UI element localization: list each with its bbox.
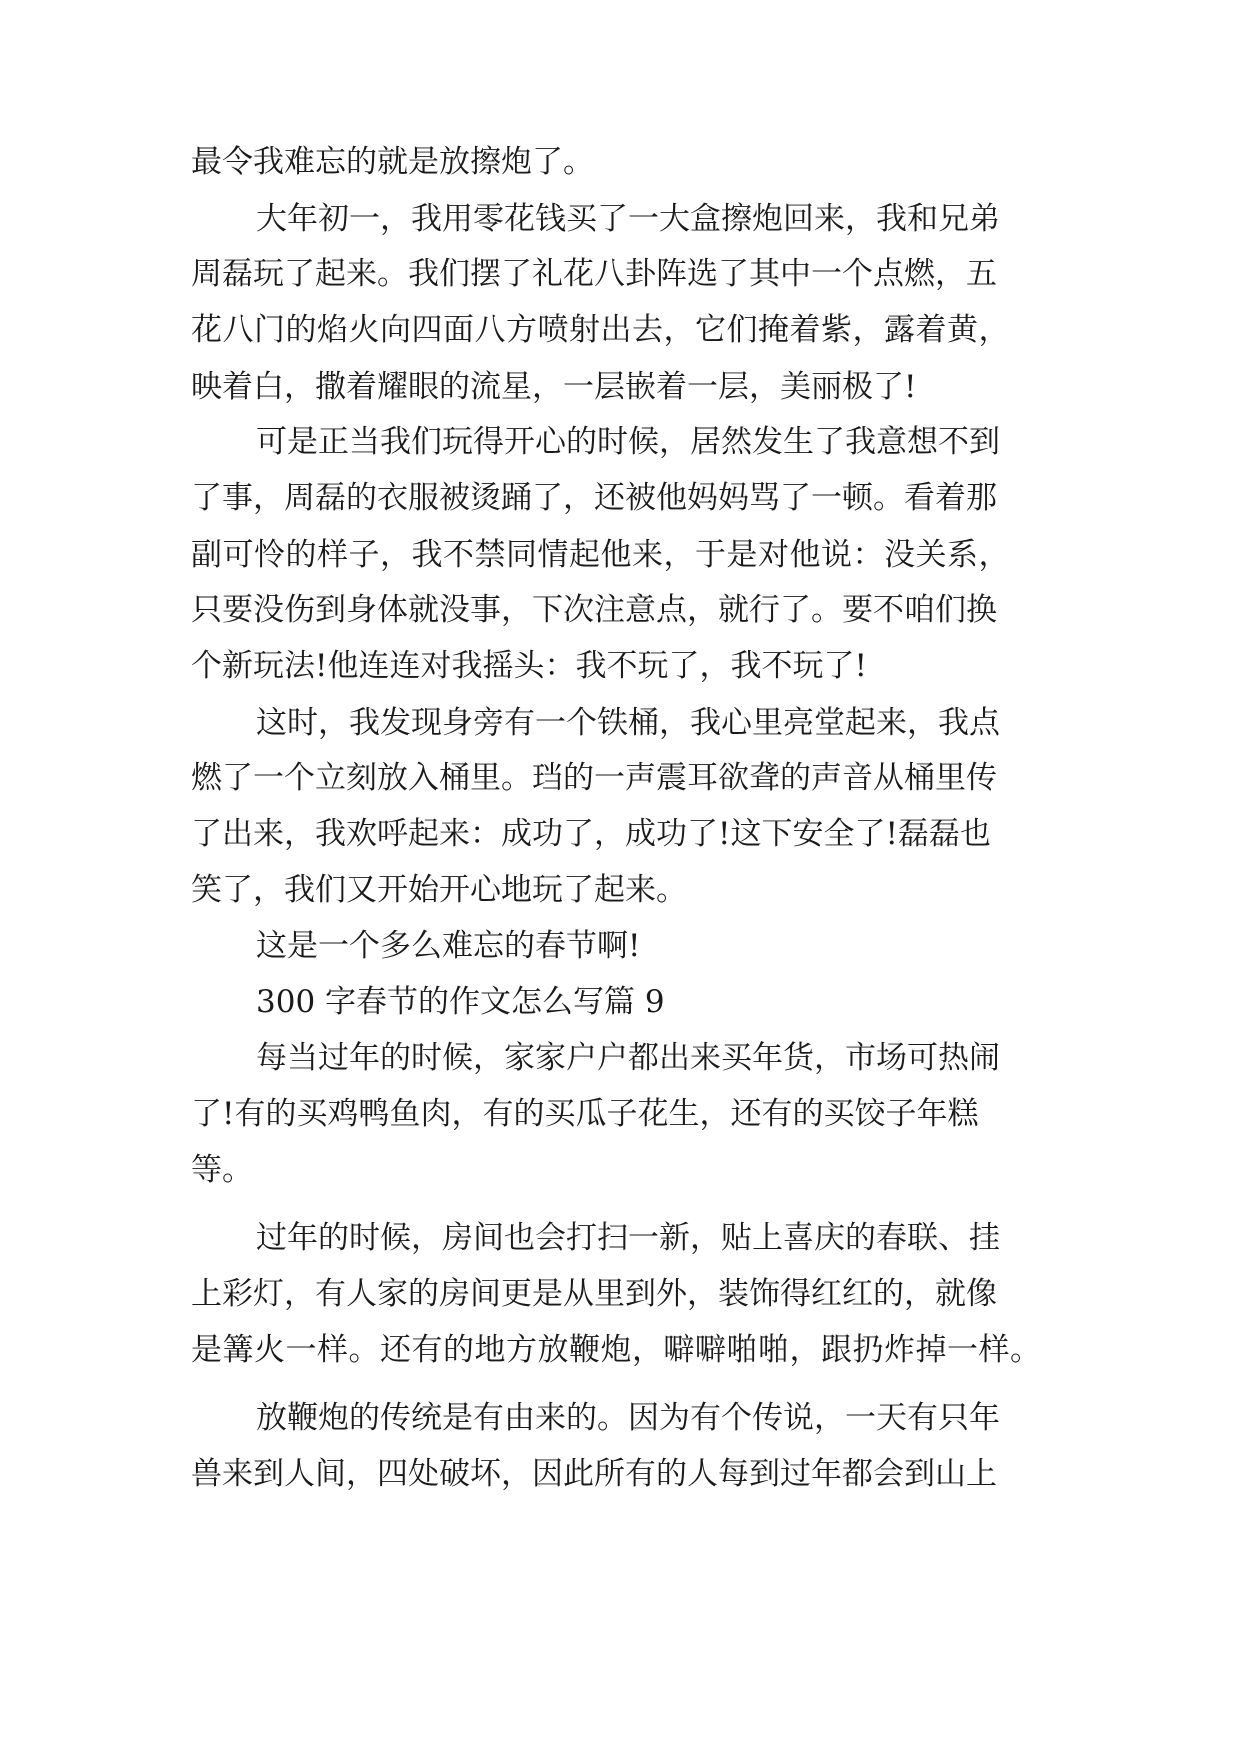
text-line: 这时，我发现身旁有一个铁桶，我心里亮堂起来，我点: [256, 705, 1000, 741]
text-line: 了事，周磊的衣服被烫踊了，还被他妈妈骂了一顿。看着那: [191, 480, 997, 516]
section-heading: 300 字春节的作文怎么写篇 9: [256, 984, 665, 1020]
text-line: 每当过年的时候，家家户户都出来买年货，市场可热闹: [256, 1040, 1000, 1076]
text-line: 兽来到人间，四处破坏，因此所有的人每到过年都会到山上: [191, 1456, 997, 1492]
text-line: 个新玩法!他连连对我摇头：我不玩了，我不玩了!: [191, 648, 867, 684]
text-line: 等。: [191, 1152, 253, 1188]
text-line: 可是正当我们玩得开心的时候，居然发生了我意想不到: [256, 424, 1000, 460]
text-line: 大年初一，我用零花钱买了一大盒擦炮回来，我和兄弟: [256, 201, 1000, 237]
text-line: 映着白，撒着耀眼的流星，一层嵌着一层，美丽极了!: [191, 369, 917, 405]
text-line: 花八门的焰火向四面八方喷射出去，它们掩着紫，露着黄，: [191, 312, 1010, 348]
text-line: 笑了，我们又开始开心地玩了起来。: [191, 872, 687, 908]
text-line: 燃了一个立刻放入桶里。珰的一声震耳欲聋的声音从桶里传: [191, 760, 997, 796]
text-line: 是篝火一样。还有的地方放鞭炮，噼噼啪啪，跟扔炸掉一样。: [191, 1332, 1042, 1368]
text-line: 周磊玩了起来。我们摆了礼花八卦阵选了其中一个点燃，五: [191, 256, 997, 292]
text-line: 上彩灯，有人家的房间更是从里到外，装饰得红红的，就像: [191, 1276, 997, 1312]
text-line: 过年的时候，房间也会打扫一新，贴上喜庆的春联、挂: [256, 1220, 1000, 1256]
text-line: 了!有的买鸡鸭鱼肉，有的买瓜子花生，还有的买饺子年糕: [191, 1096, 979, 1132]
text-line: 了出来，我欢呼起来：成功了，成功了!这下安全了!磊磊也: [191, 816, 991, 852]
text-line: 放鞭炮的传统是有由来的。因为有个传说，一天有只年: [256, 1400, 1000, 1436]
text-line: 这是一个多么难忘的春节啊!: [256, 928, 641, 964]
text-line: 最令我难忘的就是放擦炮了。: [191, 144, 594, 180]
text-line: 副可怜的样子，我不禁同情起他来，于是对他说：没关系，: [191, 537, 1010, 573]
text-line: 只要没伤到身体就没事，下次注意点，就行了。要不咱们换: [191, 592, 997, 628]
